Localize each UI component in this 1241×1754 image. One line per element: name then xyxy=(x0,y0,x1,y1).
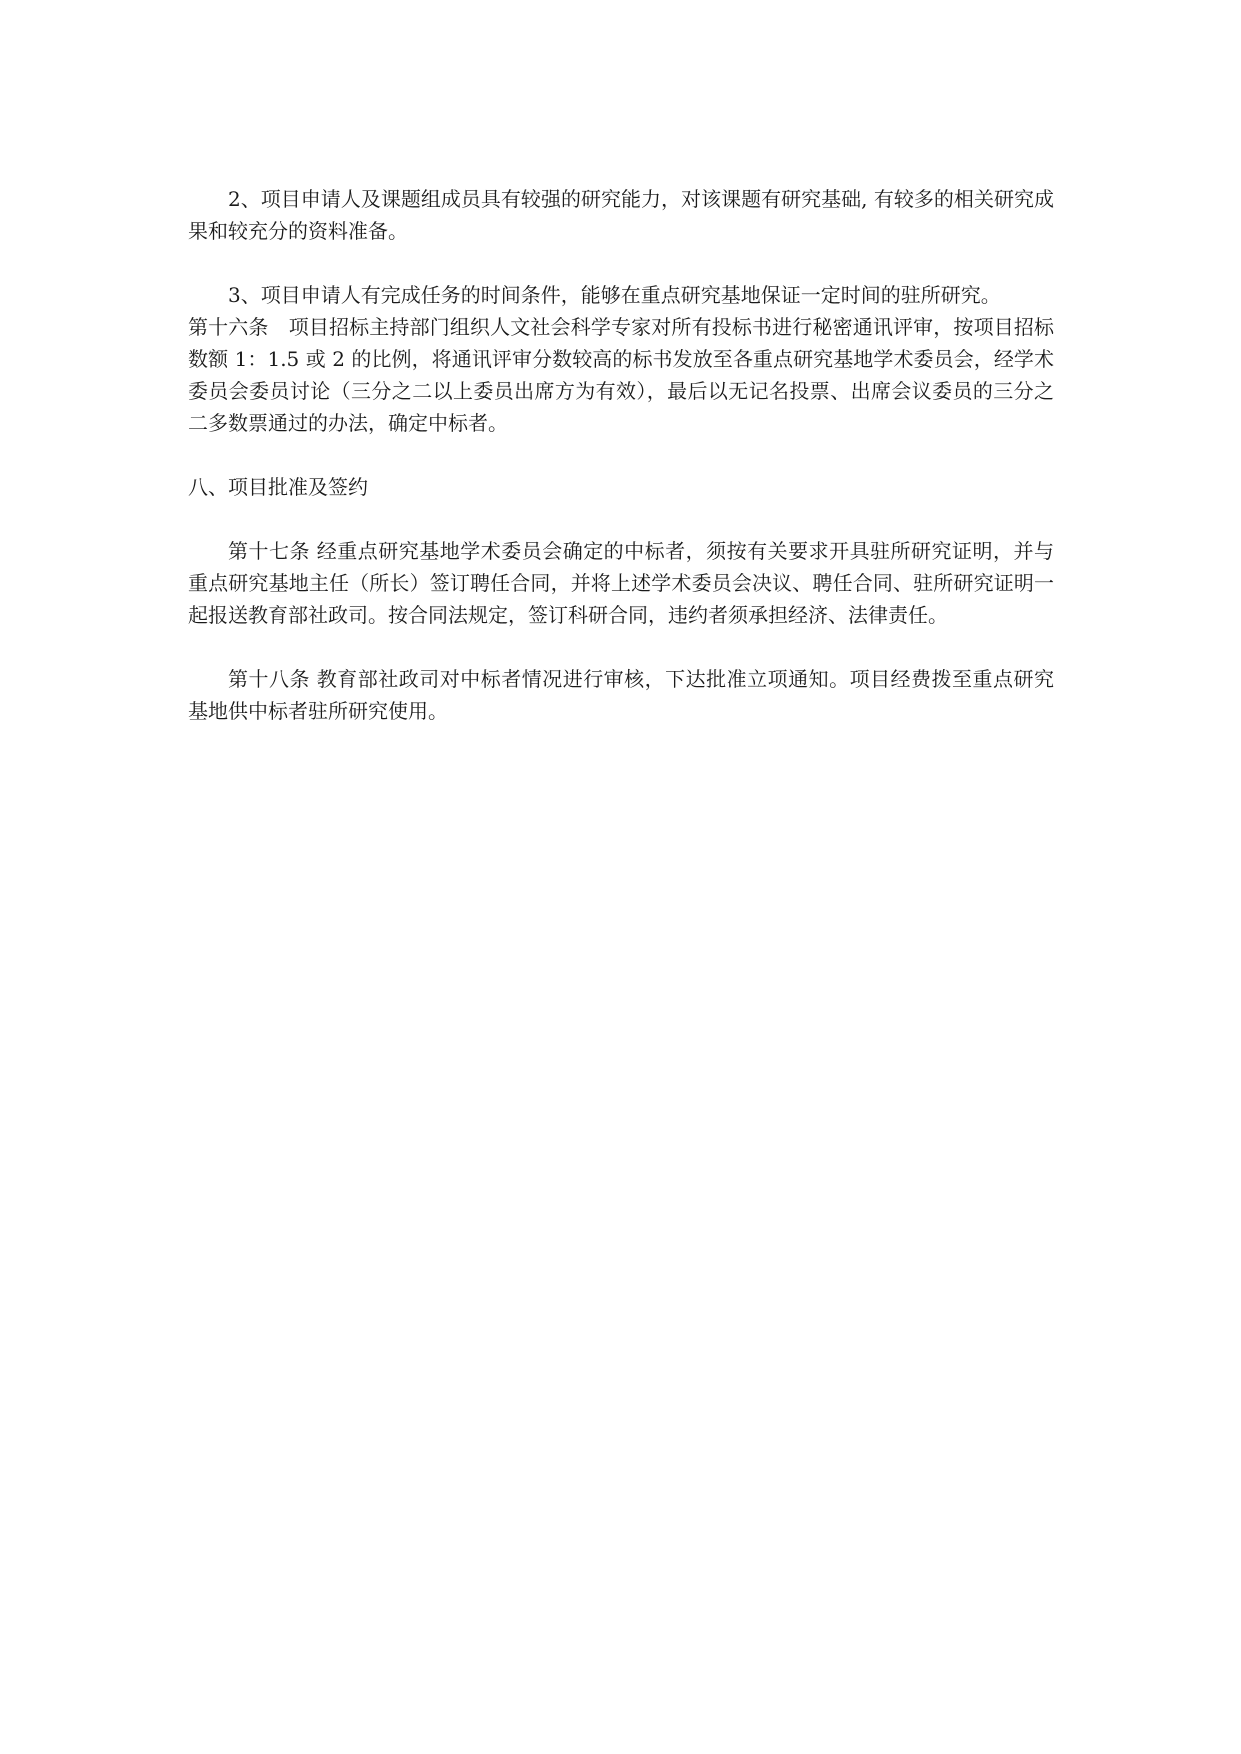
paragraph-condition-3: 3、项目申请人有完成任务的时间条件，能够在重点研究基地保证一定时间的驻所研究。 xyxy=(228,283,1001,307)
document-body xyxy=(188,183,1054,759)
article-16-block xyxy=(188,279,1054,439)
section-heading: 八、项目批准及签约 xyxy=(188,475,368,499)
paragraph-condition-2: 2、项目申请人及课题组成员具有较强的研究能力，对该课题有研究基础, 有较多的相关研究成果和较充分的资料准备。 xyxy=(188,187,1054,243)
paragraph-article-18: 第十八条 教育部社政司对中标者情况进行审核，下达批准立项通知。项目经费拨至重点研究基地供中标者驻所研究使用。 xyxy=(188,667,1054,723)
paragraph-article-17: 第十七条 经重点研究基地学术委员会确定的中标者，须按有关要求开具驻所研究证明，并与重点研究基地主任（所长）签订聘任合同，并将上述学术委员会决议、聘任合同、驻所研究证明一起报送教育部社政司。按合同法规定，签订科研合同，违约者须承担经济、法律责任。 xyxy=(188,539,1054,627)
paragraph-article-16: 第十六条 项目招标主持部门组织人文社会科学专家对所有投标书进行秘密通讯评审，按项目招标数额 1：1.5 或 2 的比例，将通讯评审分数较高的标书发放至各重点研究基地学术委员会，经学术委员会委员讨论（三分之二以上委员出席方为有效），最后以无记名投票、出席会议委员的三分之二多数票通过的办法，确定中标者。 xyxy=(188,315,1054,435)
